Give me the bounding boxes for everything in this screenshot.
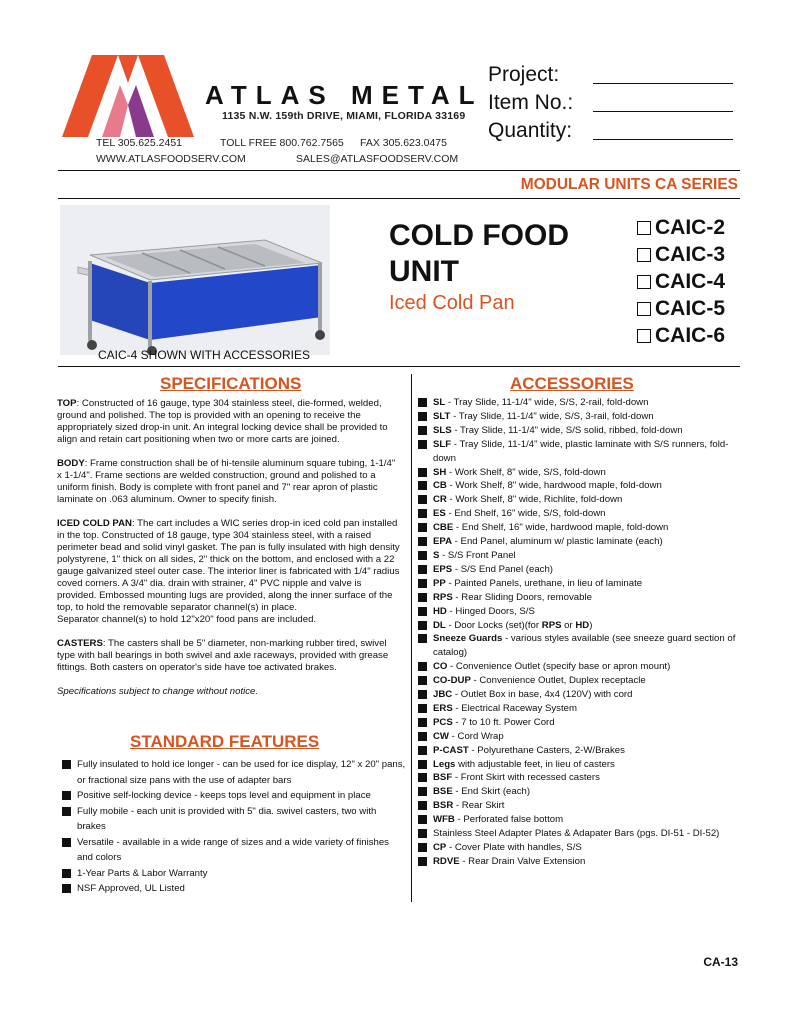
bullet-icon [418, 760, 427, 769]
bullet-icon [418, 829, 427, 838]
model-option[interactable] [637, 268, 725, 295]
list-item [418, 438, 744, 466]
list-item [418, 424, 744, 438]
accessory-code: S [433, 549, 440, 561]
list-item [418, 563, 744, 577]
bullet-icon [418, 579, 427, 588]
bullet-icon [418, 523, 427, 532]
model-option[interactable] [637, 241, 725, 268]
column-divider [411, 374, 412, 902]
feature-text: 1-Year Parts & Labor Warranty [77, 867, 208, 879]
accessory-code: BSR [433, 800, 454, 812]
accessory-code: RPS [541, 619, 562, 631]
spec-pan [57, 518, 402, 614]
accessory-text [433, 563, 744, 577]
list-item [418, 549, 744, 563]
bullet-icon [62, 838, 71, 847]
list-item [418, 730, 744, 744]
list-item [418, 744, 744, 758]
accessory-text [433, 674, 744, 688]
list-item [62, 804, 407, 835]
accessory-desc: - End Panel, aluminum w/ plastic laminate (each) [452, 536, 663, 548]
model-option[interactable] [637, 322, 725, 349]
spec-casters-label: CASTERS [57, 638, 103, 649]
photo-caption: CAIC-4 SHOWN WITH ACCESSORIES [98, 348, 311, 362]
feature-text: NSF Approved, UL Listed [77, 883, 185, 894]
accessory-desc: - Hinged Doors, S/S [446, 605, 535, 617]
accessory-code: WFB [433, 814, 455, 826]
accessory-text [433, 841, 744, 855]
bullet-icon [62, 791, 71, 800]
toll-free: TOLL FREE 800.762.7565 [220, 137, 344, 149]
email-link[interactable]: SALES@ATLASFOODSERV.COM [296, 153, 459, 165]
list-item [62, 788, 407, 804]
feature-text: Fully insulated to hold ice longer - can be used for ice display, 12" x 20" pans, or fractional size pans with the use of adapter bars [77, 759, 406, 786]
spec-casters-text: : The casters shall be 5" diameter, non-marking rubber tired, swivel type with ball bearings in both swivel and axle raceways, provided with grease fittings. Both casters on operator's side have toe activated brakes. [57, 638, 389, 673]
accessory-code: ERS [433, 702, 453, 714]
company-address: 1135 N.W. 159th DRIVE, MIAMI, FLORIDA 33169 [222, 110, 466, 122]
product-subtitle: Iced Cold Pan [389, 292, 515, 314]
bullet-icon [418, 857, 427, 866]
list-item [418, 799, 744, 813]
accessory-text [433, 591, 744, 605]
model-label: CAIC-4 [655, 269, 726, 293]
bullet-icon [62, 869, 71, 878]
accessory-code: BSE [433, 786, 453, 798]
specifications-body [57, 398, 402, 710]
accessory-desc: - Convenience Outlet (specify base or apron mount) [447, 661, 671, 673]
accessory-text [433, 827, 744, 841]
spec-pan-text: : The cart includes a WIC series drop-in iced cold pan installed in the top. Constructed of 18 gauge, type 304 stainless steel, with a raised perimeter bead and solid vinyl gasket. The pan is fully insulated with high density polystyrene, 1" thick on all sides, 2" thick on the bottom, and enclosed with a 22 gauge galvanized steel outer case. The interior liner is fabricated with 1/4" radius coved corners. A 3/4" dia. drain with strainer, 4" PVC nipple and valve is provided. Embossed mounting lugs are provided, along the inner surface of the top, to hold the removable separator channel(s) in place. [57, 518, 400, 613]
atlas-logo [62, 55, 194, 137]
accessories-heading: ACCESSORIES [510, 374, 634, 393]
checkbox-icon[interactable] [637, 329, 651, 343]
accessory-text [433, 660, 744, 674]
spec-casters [57, 638, 402, 674]
accessory-code: RPS [433, 591, 453, 603]
accessory-code: SL [433, 397, 446, 408]
list-item [418, 855, 744, 869]
contact-phones [96, 137, 447, 149]
accessory-code: BSF [433, 772, 453, 784]
list-item [418, 493, 744, 507]
accessory-desc: with adjustable feet, in lieu of casters [455, 758, 615, 770]
accessory-desc: - Door Locks (set)(for [445, 619, 542, 631]
list-item [418, 605, 744, 619]
product-title: COLD FOOD UNIT [389, 219, 569, 288]
list-item [418, 521, 744, 535]
bullet-icon [418, 495, 427, 504]
page-number: CA-13 [703, 955, 738, 969]
accessory-text [433, 549, 744, 563]
spec-top [57, 398, 402, 446]
accessory-text [433, 632, 744, 660]
bullet-icon [418, 676, 427, 685]
specifications-heading: SPECIFICATIONS [160, 374, 302, 393]
spec-top-text: : Constructed of 16 gauge, type 304 stainless steel, die-formed, welded, ground and polished. The top is provided with an opening to receive the appropriately sized drop-in unit. An integral locking device shall be provided to align and retain cart positioning when two or more carts are joined. [57, 398, 388, 445]
standard-features-heading: STANDARD FEATURES [130, 732, 320, 751]
accessory-desc: - Work Shelf, 8" wide, Richlite, fold-down [446, 494, 623, 506]
list-item [62, 881, 407, 897]
list-item [418, 619, 744, 633]
model-checklist [637, 214, 725, 349]
bullet-icon [418, 718, 427, 727]
accessory-text [433, 688, 744, 702]
accessory-desc: - Cover Plate with handles, S/S [446, 842, 582, 853]
spec-body-text: : Frame construction shall be of hi-tensile aluminum square tubing, 1-1/4" x 1-1/4". Frame sections are welded construction, ground and polished to a uniform finish. Body is complete with front panel and 7" rear apron of plastic laminate on .063 aluminum. Owner to specify finish. [57, 458, 396, 505]
list-item [418, 577, 744, 591]
accessory-desc: - Work Shelf, 8" wide, hardwood maple, fold-down [446, 480, 662, 492]
bullet-icon [418, 801, 427, 810]
bullet-icon [418, 704, 427, 713]
accessory-desc: - S/S Front Panel [439, 549, 516, 561]
bullet-icon [418, 481, 427, 490]
list-item [418, 535, 744, 549]
quantity-label: Quantity: [488, 119, 573, 142]
accessory-desc: - Rear Sliding Doors, removable [452, 591, 592, 603]
accessory-code: HD [433, 605, 447, 617]
list-item [418, 632, 744, 660]
accessory-desc: - Tray Slide, 11-1/4" wide, S/S, 2-rail, fold-down [445, 397, 649, 408]
accessory-text [433, 479, 744, 493]
list-item [418, 660, 744, 674]
accessory-code: DL [433, 619, 446, 631]
model-option[interactable] [637, 295, 725, 322]
bullet-icon [418, 537, 427, 546]
accessories-list [418, 396, 744, 869]
list-item [418, 813, 744, 827]
bullet-icon [62, 884, 71, 893]
accessory-text [433, 438, 744, 466]
accessory-text [433, 744, 744, 758]
accessory-desc: - Convenience Outlet, Duplex receptacle [470, 675, 646, 687]
accessory-code: EPS [433, 563, 453, 575]
header-rule [58, 170, 740, 171]
feature-text: Positive self-locking device - keeps tops level and equipment in place [77, 790, 371, 801]
accessory-code: HD [575, 619, 590, 631]
accessory-code: CW [433, 730, 449, 742]
accessory-text [433, 493, 744, 507]
contact-web [96, 153, 458, 165]
accessory-code: CBE [433, 522, 454, 534]
accessory-text [433, 410, 744, 424]
accessory-text [433, 396, 744, 410]
accessory-desc: - Cord Wrap [448, 730, 504, 742]
accessory-desc: or [561, 619, 576, 631]
accessory-code: PP [433, 577, 446, 589]
bullet-icon [418, 398, 427, 407]
accessory-code: EPA [433, 536, 453, 548]
accessory-text [433, 785, 744, 799]
list-item [418, 396, 744, 410]
accessory-text [433, 605, 744, 619]
accessory-code: JBC [433, 689, 453, 701]
accessory-desc: - Painted Panels, urethane, in lieu of laminate [445, 577, 643, 589]
accessory-code: SLS [433, 424, 452, 436]
accessory-desc: - Front Skirt with recessed casters [452, 772, 600, 784]
list-item [418, 771, 744, 785]
accessory-code: SLT [433, 410, 451, 422]
list-item [418, 785, 744, 799]
accessory-desc: - Work Shelf, 8" wide, S/S, fold-down [446, 466, 606, 478]
spec-top-label: TOP [57, 398, 77, 409]
bullet-icon [418, 509, 427, 518]
accessory-text [433, 702, 744, 716]
list-item [418, 716, 744, 730]
item-label: Item No.: [488, 91, 574, 114]
item-field[interactable] [593, 111, 733, 112]
accessory-desc: Stainless Steel Adapter Plates & Adapater Bars (pgs. DI-51 - DI-52) [433, 828, 720, 840]
accessory-desc: - 7 to 10 ft. Power Cord [452, 716, 555, 728]
model-label: CAIC-5 [655, 296, 726, 320]
list-item [418, 591, 744, 605]
list-item [62, 835, 407, 866]
project-row [488, 63, 559, 87]
spec-pan-label: ICED COLD PAN [57, 518, 132, 529]
accessory-code: CO [433, 661, 448, 673]
accessory-desc: - End Skirt (each) [452, 786, 531, 798]
bullet-icon [62, 760, 71, 769]
accessory-desc: - Rear Skirt [453, 800, 505, 812]
accessory-text [433, 577, 744, 591]
model-label: CAIC-6 [655, 323, 726, 347]
model-label: CAIC-2 [655, 215, 726, 239]
accessory-text [433, 771, 744, 785]
item-row [488, 91, 573, 115]
accessory-code: ES [433, 508, 446, 520]
quantity-field[interactable] [593, 139, 733, 140]
accessory-code: Sneeze Guards [433, 633, 503, 645]
bullet-icon [418, 607, 427, 616]
bullet-icon [418, 732, 427, 741]
model-option[interactable] [637, 214, 725, 241]
list-item [418, 688, 744, 702]
product-photo [60, 205, 330, 355]
checkbox-icon[interactable] [637, 221, 651, 235]
website-link[interactable]: WWW.ATLASFOODSERV.COM [96, 153, 246, 165]
model-label: CAIC-3 [655, 242, 726, 266]
bullet-icon [418, 551, 427, 560]
accessory-code: RDVE [433, 855, 460, 867]
spec-body-label: BODY [57, 458, 85, 469]
accessory-desc: - Polyurethane Casters, 2-W/Brakes [468, 744, 625, 756]
accessory-code: CP [433, 842, 447, 853]
bullet-icon [418, 815, 427, 824]
bullet-icon [418, 565, 427, 574]
fax: FAX 305.623.0475 [360, 137, 447, 149]
feature-text: Versatile - available in a wide range of sizes and a wide variety of finishes and colors [77, 836, 389, 863]
accessory-desc: - Electrical Raceway System [452, 702, 577, 714]
list-item [418, 841, 744, 855]
tel: TEL 305.625.2451 [96, 137, 183, 149]
company-name: ATLAS METAL [205, 80, 484, 110]
checkbox-icon[interactable] [637, 302, 651, 316]
accessory-text [433, 424, 744, 438]
bullet-icon [418, 440, 427, 449]
bullet-icon [418, 746, 427, 755]
accessory-code: P-CAST [433, 744, 469, 756]
accessory-code: PCS [433, 716, 453, 728]
list-item [418, 758, 744, 772]
bullet-icon [418, 787, 427, 796]
bullet-icon [418, 621, 427, 630]
checkbox-icon[interactable] [637, 275, 651, 289]
accessory-desc: - S/S End Panel (each) [452, 563, 553, 575]
list-item [418, 702, 744, 716]
accessory-desc: - Tray Slide, 11-1/4" wide, plastic laminate with S/S runners, fold-down [433, 438, 729, 464]
list-item [418, 674, 744, 688]
bullet-icon [418, 412, 427, 421]
project-field[interactable] [593, 83, 733, 84]
spec-pan-separator: Separator channel(s) to hold 12"x20" food pans are included. [57, 614, 317, 625]
accessory-text [433, 855, 744, 869]
bullet-icon [418, 690, 427, 699]
accessory-text [433, 730, 744, 744]
accessory-desc: - Tray Slide, 11-1/4" wide, S/S, 3-rail, fold-down [450, 410, 654, 422]
accessory-text [433, 799, 744, 813]
accessory-desc: - End Shelf, 16" wide, hardwood maple, fold-down [453, 522, 669, 534]
list-item [418, 479, 744, 493]
bullet-icon [62, 807, 71, 816]
list-item [418, 466, 744, 480]
accessory-text [433, 716, 744, 730]
accessory-code: CO-DUP [433, 675, 471, 687]
accessory-desc: - End Shelf, 16" wide, S/S, fold-down [445, 508, 606, 520]
accessory-desc: - Perforated false bottom [454, 814, 564, 826]
accessory-desc: - Tray Slide, 11-1/4" wide, S/S solid, ribbed, fold-down [451, 424, 683, 436]
series-title: MODULAR UNITS CA SERIES [520, 176, 738, 193]
list-item [62, 757, 407, 788]
accessory-code: CR [433, 494, 447, 506]
accessory-desc: - Outlet Box in base, 4x4 (120V) with cord [452, 689, 633, 701]
bullet-icon [418, 662, 427, 671]
accessory-text [433, 521, 744, 535]
spec-note: Specifications subject to change without notice. [57, 686, 259, 697]
accessory-code: CB [433, 480, 447, 492]
feature-text: Fully mobile - each unit is provided with 5" dia. swivel casters, two with brakes [77, 805, 377, 832]
accessory-text [433, 619, 744, 633]
accessory-text [433, 813, 744, 827]
list-item [62, 866, 407, 882]
quantity-row [488, 119, 572, 143]
accessory-code: Legs [433, 758, 456, 770]
accessory-code: SLF [433, 438, 452, 450]
list-item [418, 827, 744, 841]
list-item [418, 507, 744, 521]
accessory-desc: - Rear Drain Valve Extension [459, 855, 586, 867]
bullet-icon [418, 426, 427, 435]
accessory-text [433, 535, 744, 549]
accessory-code: SH [433, 466, 447, 478]
bullet-icon [418, 843, 427, 852]
list-item [418, 410, 744, 424]
checkbox-icon[interactable] [637, 248, 651, 262]
bullet-icon [418, 773, 427, 782]
spec-body [57, 458, 402, 506]
accessory-text [433, 507, 744, 521]
standard-features-list [62, 757, 407, 897]
accessory-desc: - various styles available (see sneeze guard section of catalog) [433, 633, 736, 659]
bullet-icon [418, 634, 427, 643]
section-rule [58, 366, 740, 367]
bullet-icon [418, 468, 427, 477]
bullet-icon [418, 593, 427, 602]
series-rule [58, 198, 740, 199]
accessory-text [433, 466, 744, 480]
accessory-text [433, 758, 744, 772]
accessory-desc: ) [589, 619, 593, 631]
project-label: Project: [488, 63, 560, 86]
